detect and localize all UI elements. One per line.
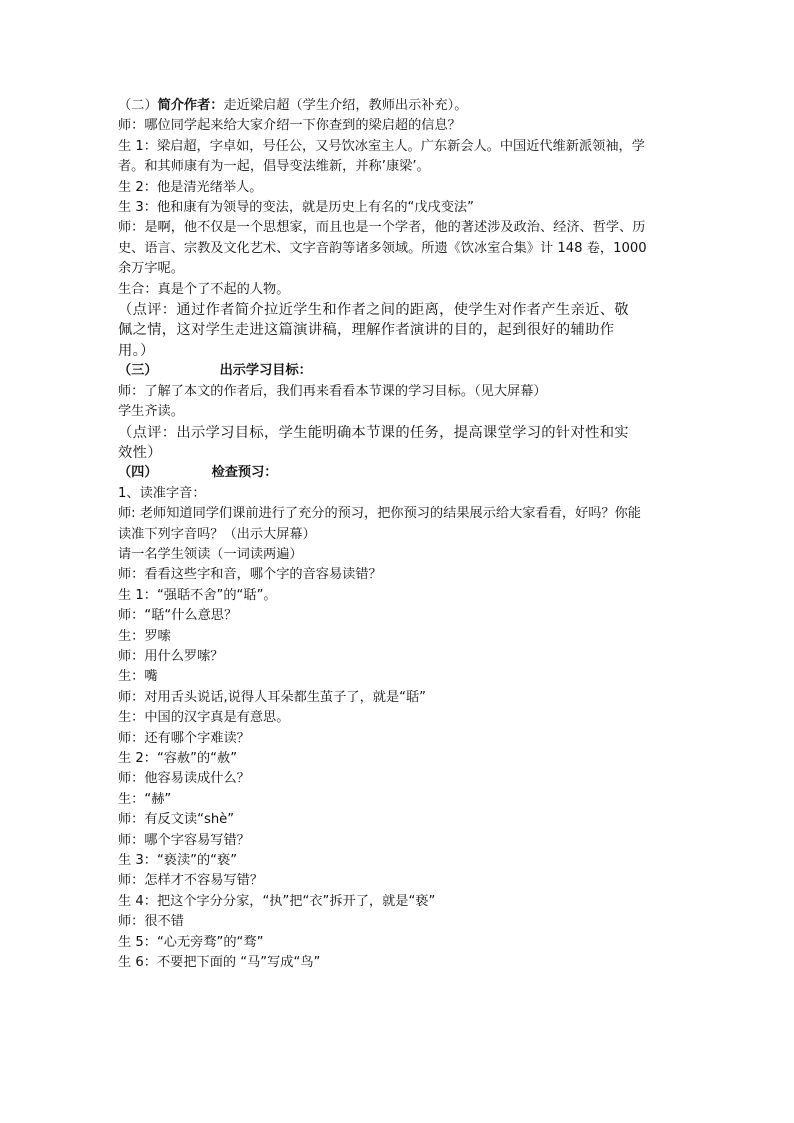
- text-line: 师：哪位同学起来给大家介绍一下你查到的梁启超的信息？: [118, 118, 461, 134]
- text-line: 生 3：他和康有为领导的变法，就是历史上有名的“戊戌变法”: [118, 200, 474, 216]
- comment-line: （点评：通过作者简介拉近学生和作者之间的距离，使学生对作者产生亲近、敬: [118, 302, 629, 319]
- section-4-number: （四）: [118, 465, 158, 481]
- text-line: 生：罗嗦: [118, 628, 171, 644]
- document-body: [118, 96, 678, 973]
- text-line: 生 6：不要把下面的 “马”写成“鸟”: [118, 955, 321, 971]
- text-line: 师：了解了本文的作者后，我们再来看看本节课的学习目标。（见大屏幕）: [118, 383, 547, 399]
- text-line: 师：“聒“什么意思？: [118, 608, 238, 624]
- section-2-title: 简介作者：: [157, 98, 224, 113]
- text-line: 读准下列字音吗？（出示大屏幕）: [118, 526, 316, 542]
- text-line: 师：看看这些字和音，哪个字的音容易读错？: [118, 567, 382, 583]
- comment-line: （点评：出示学习目标，学生能明确本节课的任务，提高课堂学习的针对性和实: [118, 424, 629, 441]
- text-line: 生：中国的汉字真是有意思。: [118, 710, 290, 726]
- section-3-heading: [118, 361, 678, 381]
- section-4-title: 检查预习：: [211, 465, 278, 481]
- text-line: 师：有反文读“shè”: [118, 812, 235, 828]
- text-line: 师：用什么罗嗦？: [118, 648, 224, 664]
- section-3-title: 出示学习目标：: [219, 363, 312, 379]
- section-2-number: （二）: [118, 98, 158, 113]
- text-line: 生 1：梁启超，字卓如，号任公，又号饮冰室主人。广东新会人。中国近代维新派领袖，学: [118, 138, 645, 154]
- text-line: 1、读准字音：: [118, 485, 206, 501]
- comment-line: 佩之情，这对学生走进这篇演讲稿，理解作者演讲的目的，起到很好的辅助作: [118, 322, 615, 339]
- section-2-heading: [118, 96, 678, 116]
- text-line: 史、语言、宗教及文化艺术、文字音韵等诸多领域。所遗《饮冰室合集》计 148 卷，1000: [118, 240, 647, 256]
- comment-line: 用。）: [118, 342, 155, 359]
- section-4-heading: [118, 463, 678, 483]
- text-line: 生：嘴: [118, 669, 158, 685]
- text-line: 生 3：“亵渎”的“亵”: [118, 853, 238, 869]
- text-line: 学生齐读。: [118, 404, 184, 420]
- section-2-subtitle: 走近梁启超（学生介绍，教师出示补充）。: [223, 98, 468, 113]
- text-line: 请一名学生领读（一词读两遍）: [118, 546, 303, 562]
- comment-line: 效性）: [118, 444, 162, 461]
- text-line: 师：对用舌头说话,说得人耳朵都生茧子了，就是“聒”: [118, 689, 426, 705]
- text-line: 生合：真是个了不起的人物。: [118, 281, 290, 297]
- text-line: 生：“赫”: [118, 791, 172, 807]
- text-line: 生 4：把这个字分分家，“执”把“衣”拆开了，就是“亵”: [118, 893, 436, 909]
- text-line: 生 2：“容赦”的“赦”: [118, 751, 238, 766]
- text-line: 师：很不错: [118, 914, 184, 930]
- text-line: 生 1：“强聒不舍”的“聒”。: [118, 587, 277, 603]
- section-3-number: （三）: [118, 363, 158, 379]
- text-line: 师：哪个字容易写错？: [118, 832, 250, 848]
- text-line: 师：还有哪个字难读？: [118, 730, 250, 746]
- text-line: 者。和其师康有为一起，倡导变法维新，并称’康梁’。: [118, 159, 430, 175]
- text-line: 师: 老师知道同学们课前进行了充分的预习，把你预习的结果展示给大家看看，好吗？你能: [118, 506, 641, 522]
- text-line: 师：他容易读成什么？: [118, 771, 250, 787]
- text-line: 师：怎样才不容易写错？: [118, 873, 264, 889]
- text-line: 生 2：他是清光绪举人。: [118, 179, 263, 195]
- text-line: 生 5：“心无旁骛”的“骛”: [118, 934, 264, 950]
- text-line: 师：是啊，他不仅是一个思想家，而且也是一个学者，他的著述涉及政治、经济、哲学、历: [118, 220, 646, 236]
- text-line: 余万字呢。: [118, 261, 184, 277]
